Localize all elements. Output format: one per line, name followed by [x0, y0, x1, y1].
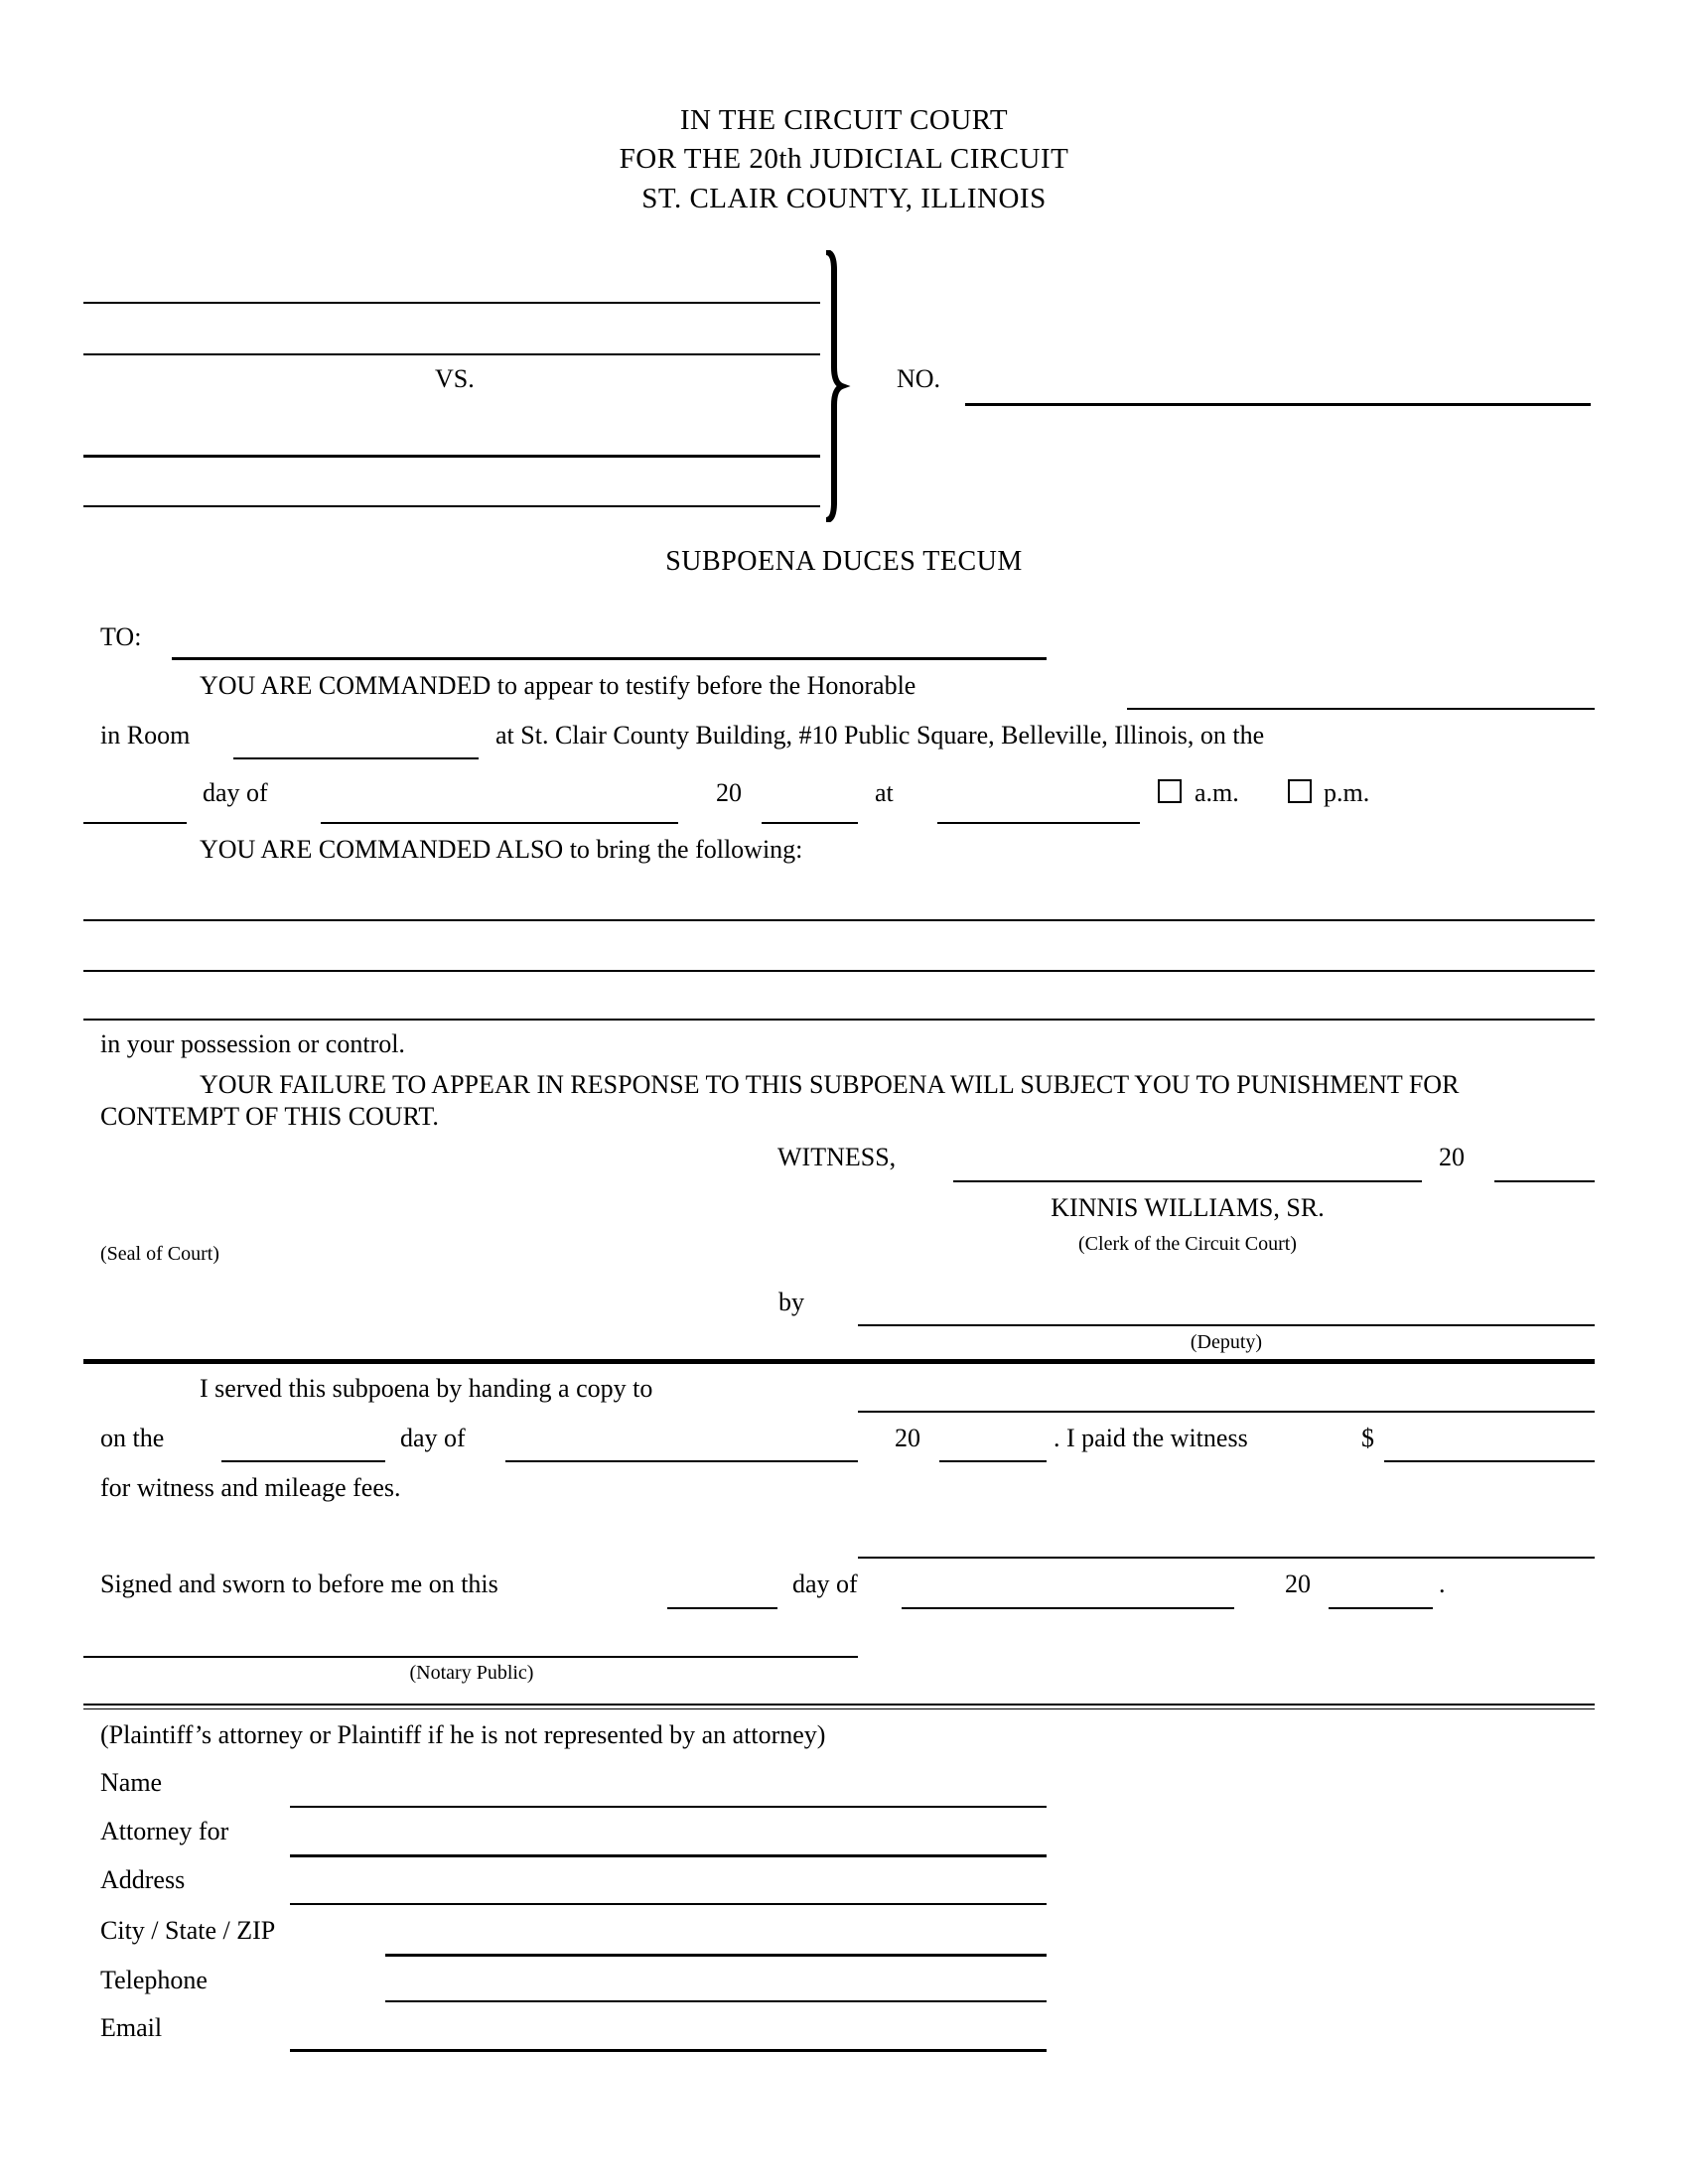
witness-label: WITNESS,	[777, 1143, 897, 1171]
year-field[interactable]	[762, 822, 858, 824]
telephone-label: Telephone	[100, 1966, 208, 1994]
case-no-label: NO.	[897, 364, 941, 393]
attorney-for-field[interactable]	[290, 1854, 1047, 1857]
deputy-field[interactable]	[858, 1324, 1595, 1326]
deputy-label: (Deputy)	[1190, 1331, 1263, 1353]
failure-text-1: YOUR FAILURE TO APPEAR IN RESPONSE TO THIS SUBPOENA WILL SUBJECT YOU TO PUNISHMENT FOR	[200, 1070, 1460, 1099]
to-label: TO:	[100, 622, 142, 651]
fees-text: for witness and mileage fees.	[100, 1473, 401, 1502]
am-checkbox[interactable]	[1158, 779, 1182, 803]
name-label: Name	[100, 1768, 163, 1797]
served-year-prefix: 20	[895, 1424, 920, 1452]
sworn-period: .	[1439, 1570, 1446, 1598]
server-signature-field[interactable]	[858, 1557, 1595, 1559]
day-of-label: day of	[203, 778, 268, 807]
attorney-for-label: Attorney for	[100, 1817, 229, 1845]
email-label: Email	[100, 2013, 163, 2042]
pm-label: p.m.	[1324, 778, 1370, 807]
witness-year-prefix: 20	[1439, 1143, 1465, 1171]
city-field[interactable]	[385, 1954, 1047, 1957]
sworn-text: Signed and sworn to before me on this	[100, 1570, 498, 1598]
year-prefix: 20	[716, 778, 742, 807]
plaintiff-line-2[interactable]	[83, 353, 820, 355]
possession-text: in your possession or control.	[100, 1029, 405, 1058]
judge-field[interactable]	[1127, 708, 1595, 710]
to-field[interactable]	[172, 657, 1047, 660]
failure-text-2: CONTEMPT OF THIS COURT.	[100, 1102, 439, 1131]
case-no-field[interactable]	[965, 403, 1591, 406]
room-label: in Room	[100, 721, 191, 750]
bring-text: YOU ARE COMMANDED ALSO to bring the following:	[200, 835, 803, 864]
city-label: City / State / ZIP	[100, 1916, 276, 1945]
clerk-title: (Clerk of the Circuit Court)	[1078, 1233, 1297, 1255]
sworn-year-prefix: 20	[1285, 1570, 1311, 1598]
notary-label: (Notary Public)	[409, 1662, 534, 1684]
plaintiff-line-1[interactable]	[83, 302, 820, 304]
served-year-field[interactable]	[939, 1460, 1047, 1462]
clerk-name: KINNIS WILLIAMS, SR.	[1051, 1193, 1325, 1222]
items-line-3[interactable]	[83, 1019, 1595, 1021]
sworn-year-field[interactable]	[1329, 1607, 1433, 1609]
served-person-field[interactable]	[858, 1411, 1595, 1413]
served-text: I served this subpoena by handing a copy to	[200, 1374, 653, 1403]
served-month-field[interactable]	[505, 1460, 858, 1462]
location-text: at St. Clair County Building, #10 Public Square, Belleville, Illinois, on the	[495, 721, 1265, 750]
appear-text: YOU ARE COMMANDED to appear to testify before the Honorable	[200, 671, 916, 700]
pm-checkbox[interactable]	[1288, 779, 1312, 803]
telephone-field[interactable]	[385, 2000, 1047, 2002]
sworn-day-of: day of	[792, 1570, 858, 1598]
items-line-2[interactable]	[83, 970, 1595, 972]
witness-date-field[interactable]	[953, 1180, 1422, 1182]
served-day-of: day of	[400, 1424, 466, 1452]
vs-label: VS.	[435, 364, 475, 393]
am-label: a.m.	[1195, 778, 1239, 807]
sworn-month-field[interactable]	[902, 1607, 1234, 1609]
brace-icon	[822, 250, 852, 522]
attorney-heading: (Plaintiff’s attorney or Plaintiff if he is not represented by an attorney)	[100, 1720, 826, 1749]
section-divider	[83, 1359, 1595, 1364]
double-divider-top	[83, 1704, 1595, 1706]
fee-amount-field[interactable]	[1384, 1460, 1595, 1462]
county-state: ST. CLAIR COUNTY, ILLINOIS	[641, 183, 1047, 214]
judicial-circuit: FOR THE 20th JUDICIAL CIRCUIT	[619, 143, 1069, 175]
by-label: by	[778, 1288, 804, 1316]
court-name: IN THE CIRCUIT COURT	[679, 104, 1009, 136]
room-field[interactable]	[233, 757, 479, 759]
at-label: at	[875, 778, 894, 807]
witness-year-field[interactable]	[1494, 1180, 1595, 1182]
dollar-sign: $	[1361, 1424, 1374, 1452]
email-field[interactable]	[290, 2049, 1047, 2052]
seal-of-court: (Seal of Court)	[100, 1243, 219, 1265]
double-divider-bottom	[83, 1708, 1595, 1709]
sworn-day-field[interactable]	[667, 1607, 777, 1609]
address-label: Address	[100, 1865, 186, 1894]
paid-text: . I paid the witness	[1054, 1424, 1248, 1452]
items-line-1[interactable]	[83, 919, 1595, 921]
day-field[interactable]	[83, 822, 187, 824]
defendant-line-1[interactable]	[83, 455, 820, 458]
time-field[interactable]	[937, 822, 1140, 824]
defendant-line-2[interactable]	[83, 505, 820, 507]
address-field[interactable]	[290, 1903, 1047, 1905]
served-day-field[interactable]	[221, 1460, 385, 1462]
name-field[interactable]	[290, 1806, 1047, 1808]
on-the-label: on the	[100, 1424, 165, 1452]
month-field[interactable]	[321, 822, 678, 824]
document-title: SUBPOENA DUCES TECUM	[665, 546, 1023, 577]
